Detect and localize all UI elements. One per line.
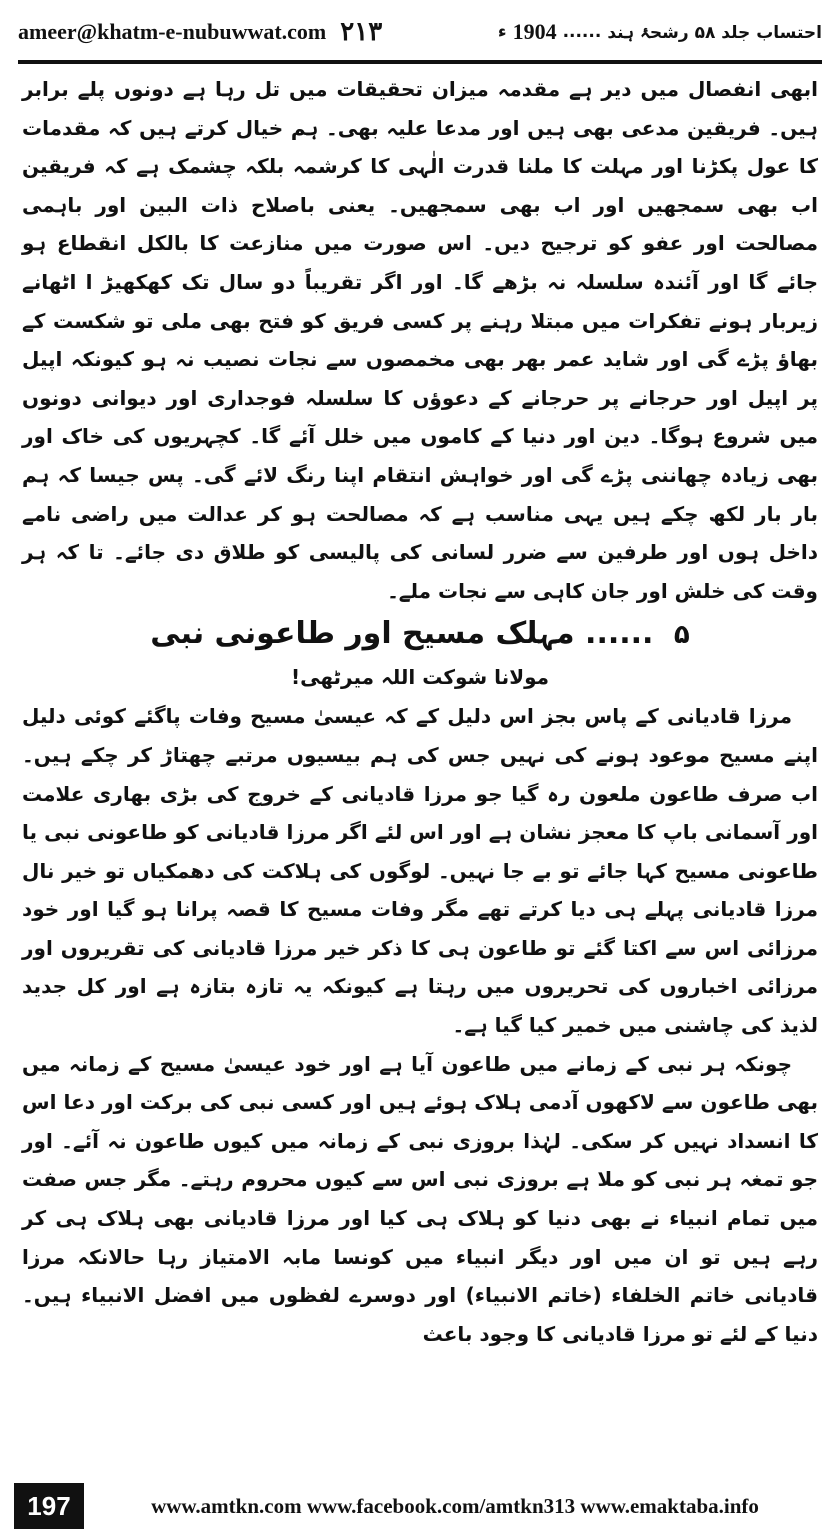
header-email: ameer@khatm-e-nubuwwat.com xyxy=(18,19,327,44)
section-title: مہلک مسیح اور طاعونی نبی xyxy=(150,616,575,652)
page-footer xyxy=(14,1482,826,1530)
footer-urls: www.amtkn.com www.facebook.com/amtkn313 www.emaktaba.info xyxy=(151,1493,759,1518)
paragraph-2: مرزا قادیانی کے پاس بجز اس دلیل کے کہ عیسیٰ مسیح وفات پاگئے کوئی دلیل اپنے مسیح موعود ہونے کی نہیں جس کی ہم بیسیوں مرتبے چھتاڑ کر چکے ہیں۔ اب صرف طاعون ملعون رہ گیا جو مرزا قادیانی کے خروج کی بڑی بھاری علامت اور آسمانی باپ کا معجز نشان ہے اور اس لئے اگر مرزا قادیانی کو طاعونی نبی یا طاعونی مسیح کہا جائے تو بے جا نہیں۔ لوگوں کی ہلاکت کی دھمکیاں تو خیر نال مرزا قادیانی پہلے ہی دیا کرتے تھے مگر وفات مسیح کا قصہ پرانا ہو گیا اور خود مرزائی اس سے اکتا گئے تو طاعون ہی کا ذکر خیر مرزا قادیانی کی تقریروں اور مرزائی اخباروں کی تحریروں میں رہتا ہے کیونکہ یہ تازہ بتازہ ہے اور کل جدید لذیذ کی چاشنی میں خمیر کیا گیا ہے۔ xyxy=(22,704,818,1038)
header-book-title: احتساب جلد ۵۸ رشحۂ ہند xyxy=(607,22,822,43)
paragraph-3: چونکہ ہر نبی کے زمانے میں طاعون آیا ہے اور خود عیسیٰ مسیح کے زمانہ میں بھی طاعون سے لاکھوں آدمی ہلاک ہوئے ہیں اور کسی نبی کی برکت اور دعا اس کا انسداد نہیں کر سکی۔ لہٰذا بروزی نبی کے زمانہ میں کیوں طاعون نہ آئے۔ اور جو تمغہ ہر نبی کو ملا ہے بروزی نبی اس سے کیوں محروم رہتے۔ مگر جس صفت میں تمام انبیاء نے بھی دنیا کو ہلاک ہی کیا اور مرزا قادیانی بھی ہلاک ہی کر رہے ہیں تو ان میں اور دیگر انبیاء میں کونسا مابہ الامتیاز رہا حالانکہ مرزا قادیانی خاتم الخلفاء (خاتم الانبیاء) اور دوسرے لفظوں میں افضل الانبیاء ہیں۔ دنیا کے لئے تو مرزا قادیانی کا وجود باعث xyxy=(22,1051,819,1346)
footer-page-box: 197 xyxy=(14,1483,84,1529)
header-right xyxy=(498,19,822,45)
header-dots: ...... xyxy=(562,22,602,42)
header-left xyxy=(18,17,382,47)
author-byline: مولانا شوکت اللہ میرٹھی! xyxy=(290,665,550,690)
section-number: ۵ xyxy=(673,620,690,651)
header-page-number: ۲۱۳ xyxy=(340,17,383,47)
section-dots: ...... xyxy=(585,616,654,652)
page-body xyxy=(22,70,818,1470)
header-year-suffix: ء xyxy=(497,22,507,42)
header-rule xyxy=(18,60,822,64)
page-header xyxy=(18,10,822,54)
section-heading xyxy=(22,612,818,657)
header-year: 1904 xyxy=(512,19,557,44)
paragraph-1: ابھی انفصال میں دیر ہے مقدمہ میزان تحقیقات میں تل رہا ہے دونوں پلے برابر ہیں۔ فریقین مدعی بھی ہیں اور مدعا علیہ بھی۔ ہم خیال کرتے ہیں کہ مقدمات کا عول پکڑنا اور مہلت کا ملنا قدرت الٰہی کا کرشمہ بلکہ چشمک ہے کہ فریقین اب بھی سمجھیں اور اب بھی سمجھیں۔ یعنی باصلاح ذات البین اور باہمی مصالحت اور عفو کو ترجیح دیں۔ اس صورت میں منازعت کا بالکل انقطاع ہو جائے گا اور آئندہ سلسلہ نہ بڑھے گا۔ اور اگر تقریباً دو سال تک کھکھیڑ ا اٹھانے زیربار ہونے تفکرات میں مبتلا رہنے پر کسی فریق کو فتح بھی ملی تو شکست کے بھاؤ پڑے گی اور شاید عمر بھر بھی مخمصوں سے نجات نصیب نہ ہو کیونکہ اپیل پر اپیل اور حرجانے پر حرجانے کے دعوؤں کا سلسلہ فوجداری اور دیوانی دونوں میں شروع ہوگا۔ دین اور دنیا کے کاموں میں خلل آئے گا۔ کچہریوں کی خاک اور بھی زیادہ چھاننی پڑے گی اور خواہش انتقام اپنا رنگ لائے گی۔ پس جیسا کہ ہم بار بار لکھ چکے ہیں یہی مناسب ہے کہ مصالحت ہو کر عدالت میں راضی نامے داخل ہوں اور طرفین سے ضرر لسانی کی پالیسی کو طلاق دی جائے۔ تا کہ ہر وقت کی خلش اور جان کاہی سے نجات ملے۔ xyxy=(22,77,818,603)
